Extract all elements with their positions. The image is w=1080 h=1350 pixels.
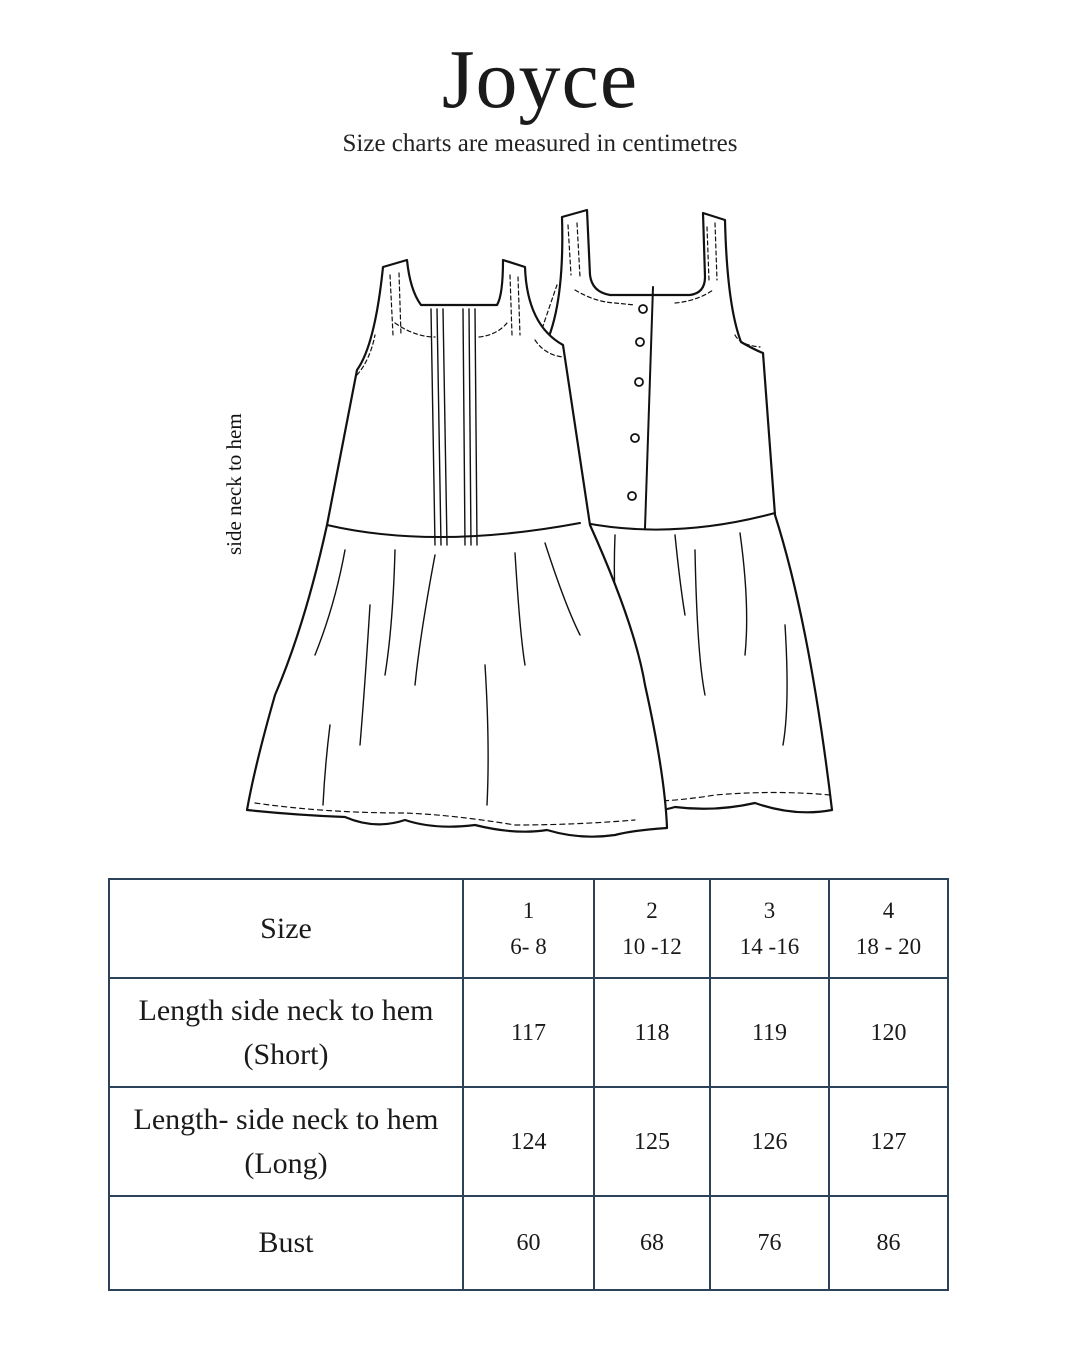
row-label-line2: (Long)	[244, 1146, 328, 1180]
size-header-row	[109, 879, 948, 978]
cell-value: 127	[829, 1087, 948, 1196]
size-number: 4	[882, 897, 895, 923]
size-number: 2	[646, 897, 658, 923]
size-header-label: Size	[109, 879, 463, 978]
size-age-range: 14 -16	[739, 933, 800, 959]
table-row-length-short	[109, 978, 948, 1087]
row-label: Bust	[109, 1196, 463, 1290]
cell-value: 125	[594, 1087, 710, 1196]
size-age-range: 6- 8	[510, 933, 547, 959]
size-age-range: 10 -12	[622, 933, 682, 959]
size-column-1	[463, 879, 594, 978]
size-column-3	[710, 879, 829, 978]
row-label	[109, 978, 463, 1087]
page-title: Joyce	[441, 33, 639, 126]
cell-value: 119	[710, 978, 829, 1087]
row-label-line1: Length- side neck to hem	[133, 1102, 439, 1136]
cell-value: 60	[463, 1196, 594, 1290]
cell-value: 68	[594, 1196, 710, 1290]
cell-value: 117	[463, 978, 594, 1087]
cell-value: 124	[463, 1087, 594, 1196]
size-chart-table	[108, 878, 949, 1291]
page-subtitle: Size charts are measured in centimetres	[342, 130, 738, 157]
table-row-bust	[109, 1196, 948, 1290]
cell-value: 76	[710, 1196, 829, 1290]
side-neck-to-hem-label: side neck to hem	[222, 413, 246, 555]
cell-value: 120	[829, 978, 948, 1087]
size-column-2	[594, 879, 710, 978]
size-number: 3	[763, 897, 776, 923]
row-label	[109, 1087, 463, 1196]
cell-value: 86	[829, 1196, 948, 1290]
table-row-length-long	[109, 1087, 948, 1196]
cell-value: 118	[594, 978, 710, 1087]
size-age-range: 18 - 20	[855, 933, 922, 959]
cell-value: 126	[710, 1087, 829, 1196]
size-number: 1	[522, 897, 535, 923]
size-column-4	[829, 879, 948, 978]
row-label-line2: (Short)	[243, 1037, 329, 1071]
dress-illustration	[235, 205, 845, 840]
row-label-line1: Length side neck to hem	[138, 993, 434, 1027]
